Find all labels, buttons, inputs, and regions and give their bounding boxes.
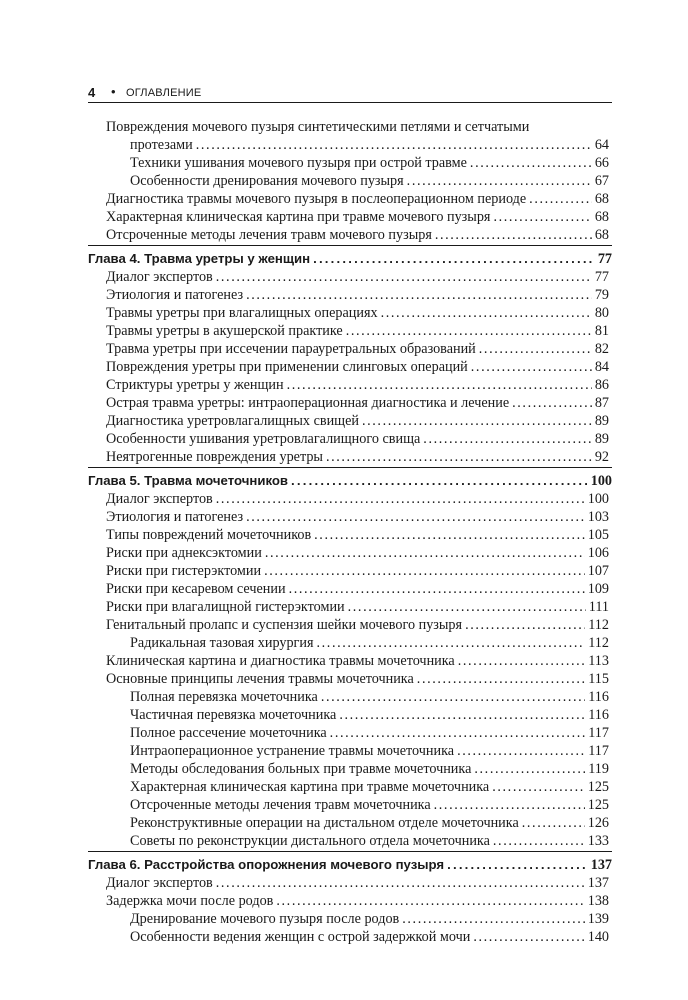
toc-entry-title: Полная перевязка мочеточника — [130, 689, 318, 705]
leader-dots — [246, 508, 585, 526]
toc-entry-page: 111 — [588, 599, 609, 615]
toc-entry-title: Диалог экспертов — [106, 269, 213, 285]
toc-entry-page: 68 — [594, 191, 609, 207]
leader-dots — [330, 724, 586, 742]
leader-dots — [362, 412, 592, 430]
toc-entry[interactable] — [130, 706, 609, 724]
toc-entry-page: 89 — [594, 413, 609, 429]
toc-entry-page: 89 — [594, 431, 609, 447]
chapter-title: Глава 4. Травма уретры у женщин — [88, 251, 311, 266]
leader-dots — [246, 286, 592, 304]
toc-entry-page: 103 — [587, 509, 609, 525]
toc-entry[interactable] — [106, 430, 609, 448]
chapter-page: 137 — [590, 857, 612, 873]
leader-dots — [417, 670, 585, 688]
toc-entry-title: Задержка мочи после родов — [106, 893, 274, 909]
toc-entry-page: 107 — [587, 563, 609, 579]
toc-chapter-6[interactable] — [88, 856, 612, 874]
toc-entry-page: 138 — [587, 893, 609, 909]
toc-entry-page: 68 — [594, 227, 609, 243]
toc-chapter-4[interactable] — [88, 250, 612, 268]
toc-entry-title: Диагностика травмы мочевого пузыря в послеоперационном периоде — [106, 191, 527, 207]
toc-entry-page: 64 — [594, 137, 609, 153]
toc-entry[interactable] — [106, 508, 609, 526]
toc-entry[interactable] — [130, 814, 609, 832]
leader-dots — [435, 226, 592, 244]
toc-entry[interactable] — [130, 928, 609, 946]
toc-entry-title: Полное рассечение мочеточника — [130, 725, 327, 741]
toc-entry-page: 116 — [588, 707, 609, 723]
toc-entry-page: 82 — [594, 341, 609, 357]
toc-entry-title: Этиология и патогенез — [106, 509, 244, 525]
toc-entry-title: Характерная клиническая картина при травме мочевого пузыря — [106, 209, 491, 225]
toc-entry-title: Интраоперационное устранение травмы мочеточника — [130, 743, 455, 759]
toc-entry-page: 87 — [594, 395, 609, 411]
toc-entry-title: Отсроченные методы лечения травм мочеточника — [130, 797, 431, 813]
chapter-page: 100 — [590, 473, 612, 489]
toc-entry[interactable] — [106, 226, 609, 244]
leader-dots — [339, 706, 585, 724]
leader-dots — [216, 268, 592, 286]
toc-entry-title: Особенности ведения женщин с острой задержкой мочи — [130, 929, 471, 945]
leader-dots — [265, 544, 585, 562]
chapter-divider — [88, 245, 612, 246]
leader-dots — [216, 490, 585, 508]
toc-entry-title: Диагностика уретровлагалищных свищей — [106, 413, 359, 429]
toc-entry-title: Повреждения уретры при применении слинговых операций — [106, 359, 468, 375]
leader-dots — [276, 892, 584, 910]
toc-entry[interactable] — [130, 832, 609, 850]
toc-entry-page: 79 — [594, 287, 609, 303]
toc-entry[interactable] — [130, 742, 609, 760]
toc-entry-title: Риски при кесаревом сечении — [106, 581, 286, 597]
toc-entry-title: протезами — [130, 137, 193, 153]
toc-entry-page: 113 — [588, 653, 609, 669]
toc-entry[interactable] — [130, 634, 609, 652]
toc-entry-page: 92 — [594, 449, 609, 465]
toc-entry-page: 106 — [587, 545, 609, 561]
toc-entry-title: Генитальный пролапс и суспензия шейки мочевого пузыря — [106, 617, 463, 633]
toc-entry-page: 109 — [587, 581, 609, 597]
leader-dots — [512, 394, 592, 412]
toc-entry[interactable] — [106, 448, 609, 466]
toc-entry-title: Дренирование мочевого пузыря после родов — [130, 911, 400, 927]
leader-dots — [493, 208, 591, 226]
toc-entry[interactable] — [130, 910, 609, 928]
toc-entry-title: Методы обследования больных при травме мочеточника — [130, 761, 472, 777]
toc-entry[interactable] — [106, 322, 609, 340]
toc-entry-page: 66 — [594, 155, 609, 171]
toc-entry[interactable] — [106, 286, 609, 304]
toc-entry-title: Риски при аднексэктомии — [106, 545, 262, 561]
leader-dots — [493, 832, 585, 850]
toc-entry-page: 137 — [587, 875, 609, 891]
leader-dots — [346, 322, 592, 340]
leader-dots — [470, 154, 592, 172]
leader-dots — [529, 190, 592, 208]
toc-entry-title: Травма уретры при иссечении парауретральных образований — [106, 341, 476, 357]
leader-dots — [473, 928, 584, 946]
leader-dots — [317, 634, 586, 652]
toc-entry[interactable] — [130, 796, 609, 814]
toc-entry-page: 100 — [587, 491, 609, 507]
toc-entry-title: Этиология и патогенез — [106, 287, 244, 303]
toc-entry-title: Характерная клиническая картина при травме мочеточника — [130, 779, 490, 795]
toc-entry[interactable] — [106, 304, 609, 322]
leader-dots — [474, 760, 585, 778]
page-number: 4 — [88, 85, 96, 100]
toc-entry-page: 125 — [587, 797, 609, 813]
toc-entry-title: Особенности ушивания уретровлагалищного свища — [106, 431, 421, 447]
leader-dots — [471, 358, 592, 376]
toc-entry[interactable] — [106, 892, 609, 910]
toc-entry-title: Радикальная тазовая хирургия — [130, 635, 314, 651]
toc-entry[interactable] — [106, 544, 609, 562]
toc-entry-page: 140 — [587, 929, 609, 945]
toc-entry-page: 112 — [588, 617, 609, 633]
leader-dots — [264, 562, 585, 580]
toc-entry-title: Техники ушивания мочевого пузыря при острой травме — [130, 155, 467, 171]
toc-entry-page: 105 — [587, 527, 609, 543]
toc-entry[interactable] — [106, 358, 609, 376]
toc-entry[interactable] — [106, 376, 609, 394]
chapter-divider — [88, 467, 612, 468]
leader-dots — [447, 856, 588, 874]
toc-entry-page: 115 — [588, 671, 609, 687]
toc-entry-title: Диалог экспертов — [106, 491, 213, 507]
leader-dots — [291, 472, 588, 490]
leader-dots — [423, 430, 592, 448]
toc-entry[interactable] — [106, 412, 609, 430]
toc-entry-title: Стриктуры уретры у женщин — [106, 377, 284, 393]
toc-entry-title: Особенности дренирования мочевого пузыря — [130, 173, 404, 189]
leader-dots — [522, 814, 585, 832]
leader-dots — [314, 526, 585, 544]
toc-entry-line: Повреждения мочевого пузыря синтетическими петлями и сетчатыми — [106, 119, 530, 135]
toc-entry[interactable] — [106, 670, 609, 688]
toc-entry-page: 126 — [587, 815, 609, 831]
leader-dots — [381, 304, 592, 322]
toc-entry[interactable] — [106, 580, 609, 598]
toc-entry-title: Клиническая картина и диагностика травмы мочеточника — [106, 653, 455, 669]
toc-entry-page: 84 — [594, 359, 609, 375]
toc-entry-page: 133 — [587, 833, 609, 849]
leader-dots — [407, 172, 592, 190]
toc-entry-page: 117 — [588, 743, 609, 759]
toc-entry[interactable] — [130, 136, 609, 154]
leader-dots — [492, 778, 584, 796]
leader-dots — [434, 796, 585, 814]
leader-dots — [313, 250, 595, 268]
header-title: ОГЛАВЛЕНИЕ — [126, 87, 202, 99]
toc-entry[interactable] — [106, 562, 609, 580]
leader-dots — [402, 910, 584, 928]
toc-entry-page: 67 — [594, 173, 609, 189]
toc-entry-title: Советы по реконструкции дистального отдела мочеточника — [130, 833, 490, 849]
toc-entry-title: Типы повреждений мочеточников — [106, 527, 312, 543]
leader-dots — [458, 652, 586, 670]
chapter-title: Глава 6. Расстройства опорожнения мочевого пузыря — [88, 857, 445, 872]
toc-entry[interactable] — [106, 340, 609, 358]
toc-entry[interactable] — [106, 598, 609, 616]
toc-entry[interactable] — [106, 190, 609, 208]
chapter-divider — [88, 851, 612, 852]
toc-entry-page: 112 — [588, 635, 609, 651]
toc-entry-title: Основные принципы лечения травмы мочеточника — [106, 671, 414, 687]
toc-entry[interactable] — [130, 760, 609, 778]
toc-entry-page: 139 — [587, 911, 609, 927]
toc-entry-title: Риски при влагалищной гистерэктомии — [106, 599, 345, 615]
chapter-title: Глава 5. Травма мочеточников — [88, 473, 289, 488]
toc-entry-title: Травмы уретры при влагалищных операциях — [106, 305, 378, 321]
toc-entry[interactable] — [106, 268, 609, 286]
toc-entry[interactable] — [130, 778, 609, 796]
leader-dots — [479, 340, 592, 358]
toc-entry-title: Острая травма уретры: интраоперационная диагностика и лечение — [106, 395, 510, 411]
toc-entry[interactable] — [106, 652, 609, 670]
running-header — [88, 84, 612, 103]
leader-dots — [457, 742, 585, 760]
toc-entry[interactable] — [106, 616, 609, 634]
toc-entry-page: 86 — [594, 377, 609, 393]
toc-entry-page: 81 — [594, 323, 609, 339]
toc-entry[interactable] — [130, 154, 609, 172]
chapter-page: 77 — [597, 251, 612, 267]
toc-entry-page: 116 — [588, 689, 609, 705]
toc-entry-page: 80 — [594, 305, 609, 321]
toc-entry-title: Реконструктивные операции на дистальном отделе мочеточника — [130, 815, 519, 831]
toc-entry-page: 125 — [587, 779, 609, 795]
header-bullet: • — [111, 84, 116, 99]
leader-dots — [348, 598, 586, 616]
leader-dots — [465, 616, 585, 634]
toc-entry-page: 77 — [594, 269, 609, 285]
toc-entry[interactable] — [106, 394, 609, 412]
leader-dots — [287, 376, 592, 394]
leader-dots — [321, 688, 585, 706]
toc-entry[interactable] — [106, 208, 609, 226]
toc-chapter-5[interactable] — [88, 472, 612, 490]
toc-entry[interactable] — [106, 490, 609, 508]
toc-entry[interactable] — [130, 172, 609, 190]
toc-entry-title: Риски при гистерэктомии — [106, 563, 262, 579]
toc-entry[interactable] — [106, 874, 609, 892]
toc-entry-page: 119 — [588, 761, 609, 777]
toc-entry-page: 117 — [588, 725, 609, 741]
toc-entry-title: Отсроченные методы лечения травм мочевого пузыря — [106, 227, 432, 243]
toc-entry-title: Диалог экспертов — [106, 875, 213, 891]
leader-dots — [289, 580, 585, 598]
toc-entry-page: 68 — [594, 209, 609, 225]
toc-entry[interactable] — [130, 724, 609, 742]
toc-entry-title: Частичная перевязка мочеточника — [130, 707, 337, 723]
toc-entry-title: Травмы уретры в акушерской практике — [106, 323, 343, 339]
leader-dots — [196, 136, 592, 154]
leader-dots — [216, 874, 585, 892]
toc-entry-title: Неятрогенные повреждения уретры — [106, 449, 323, 465]
toc-entry[interactable] — [106, 526, 609, 544]
toc-entry[interactable] — [130, 688, 609, 706]
leader-dots — [326, 448, 592, 466]
